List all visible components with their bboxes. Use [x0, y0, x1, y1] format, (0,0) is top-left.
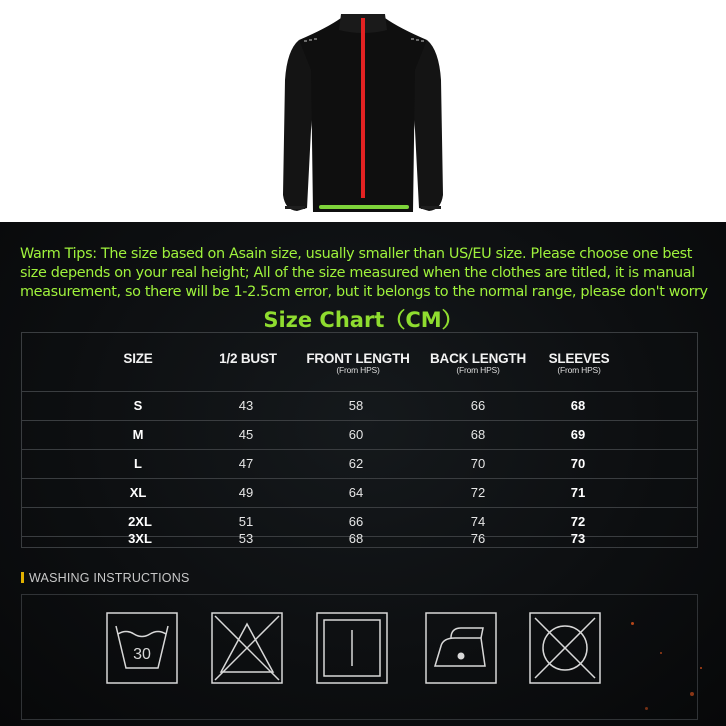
- cell-bust: 51: [238, 514, 254, 529]
- header-label: FRONT LENGTH: [306, 351, 410, 366]
- product-image-area: [0, 0, 726, 222]
- header-front-length: [288, 351, 428, 375]
- header-sub: (From HPS): [456, 365, 500, 375]
- cell-front-length: 62: [348, 456, 364, 471]
- ember-decoration: [700, 667, 702, 669]
- jersey-product-image: [277, 10, 449, 216]
- wash-30-icon: [106, 612, 178, 684]
- header-label: BACK LENGTH: [429, 351, 527, 366]
- cell-back-length: 70: [470, 456, 486, 471]
- warm-tips-line: size depends on your real height; All of the size measured when the clothes are titled, it is manual: [20, 265, 695, 281]
- do-not-dry-clean-icon: [529, 612, 601, 684]
- table-row: [22, 531, 697, 548]
- wash-temperature: 30: [133, 646, 151, 663]
- warm-tips-text: [20, 245, 720, 302]
- table-row: [22, 420, 697, 449]
- header-label: SLEEVES: [548, 351, 610, 366]
- cell-size: M: [132, 427, 144, 442]
- table-row: [22, 391, 697, 420]
- header-sleeves: [509, 351, 649, 375]
- cell-bust: 53: [238, 531, 254, 546]
- do-not-bleach-icon: [211, 612, 283, 684]
- tumble-dry-icon: [316, 612, 388, 684]
- cell-bust: 43: [238, 398, 254, 413]
- cell-bust: 49: [238, 485, 254, 500]
- iron-low-heat-icon: [425, 612, 497, 684]
- cell-front-length: 66: [348, 514, 364, 529]
- cell-sleeves: 68: [570, 398, 586, 413]
- cell-front-length: 68: [348, 531, 364, 546]
- header-sub: (From HPS): [557, 365, 601, 375]
- heading-accent-bar: [21, 572, 24, 583]
- cell-back-length: 72: [470, 485, 486, 500]
- cell-back-length: 76: [470, 531, 486, 546]
- cell-size: L: [134, 456, 142, 471]
- cell-size: 3XL: [128, 531, 152, 546]
- washing-title: WASHING INSTRUCTIONS: [29, 571, 190, 585]
- header-label: SIZE: [123, 351, 153, 366]
- cell-sleeves: 72: [570, 514, 586, 529]
- cell-size: XL: [129, 485, 147, 500]
- header-sub: (From HPS): [336, 365, 380, 375]
- cell-sleeves: 69: [570, 427, 586, 442]
- cell-size: 2XL: [128, 514, 152, 529]
- info-panel: [0, 222, 726, 726]
- table-row: [22, 478, 697, 507]
- cell-sleeves: 73: [570, 531, 586, 546]
- cell-back-length: 74: [470, 514, 486, 529]
- cell-size: S: [133, 398, 143, 413]
- cell-sleeves: 71: [570, 485, 586, 500]
- washing-instructions-heading: [21, 571, 189, 585]
- cell-bust: 47: [238, 456, 254, 471]
- warm-tips-line: measurement, so there will be 1-2.5cm error, but it belongs to the normal range, please don't worry: [20, 284, 708, 300]
- size-chart-table: [21, 332, 698, 548]
- cell-front-length: 64: [348, 485, 364, 500]
- cell-back-length: 68: [470, 427, 486, 442]
- cell-front-length: 58: [348, 398, 364, 413]
- table-header-row: [22, 333, 697, 377]
- cell-bust: 45: [238, 427, 254, 442]
- header-label: 1/2 BUST: [219, 351, 277, 366]
- cell-back-length: 66: [470, 398, 486, 413]
- table-row: [22, 449, 697, 478]
- size-chart-title: Size Chart（CM）: [263, 308, 463, 332]
- warm-tips-line: Warm Tips: The size based on Asain size, usually smaller than US/EU size. Please choose one best: [20, 246, 693, 262]
- cell-front-length: 60: [348, 427, 364, 442]
- cell-sleeves: 70: [570, 456, 586, 471]
